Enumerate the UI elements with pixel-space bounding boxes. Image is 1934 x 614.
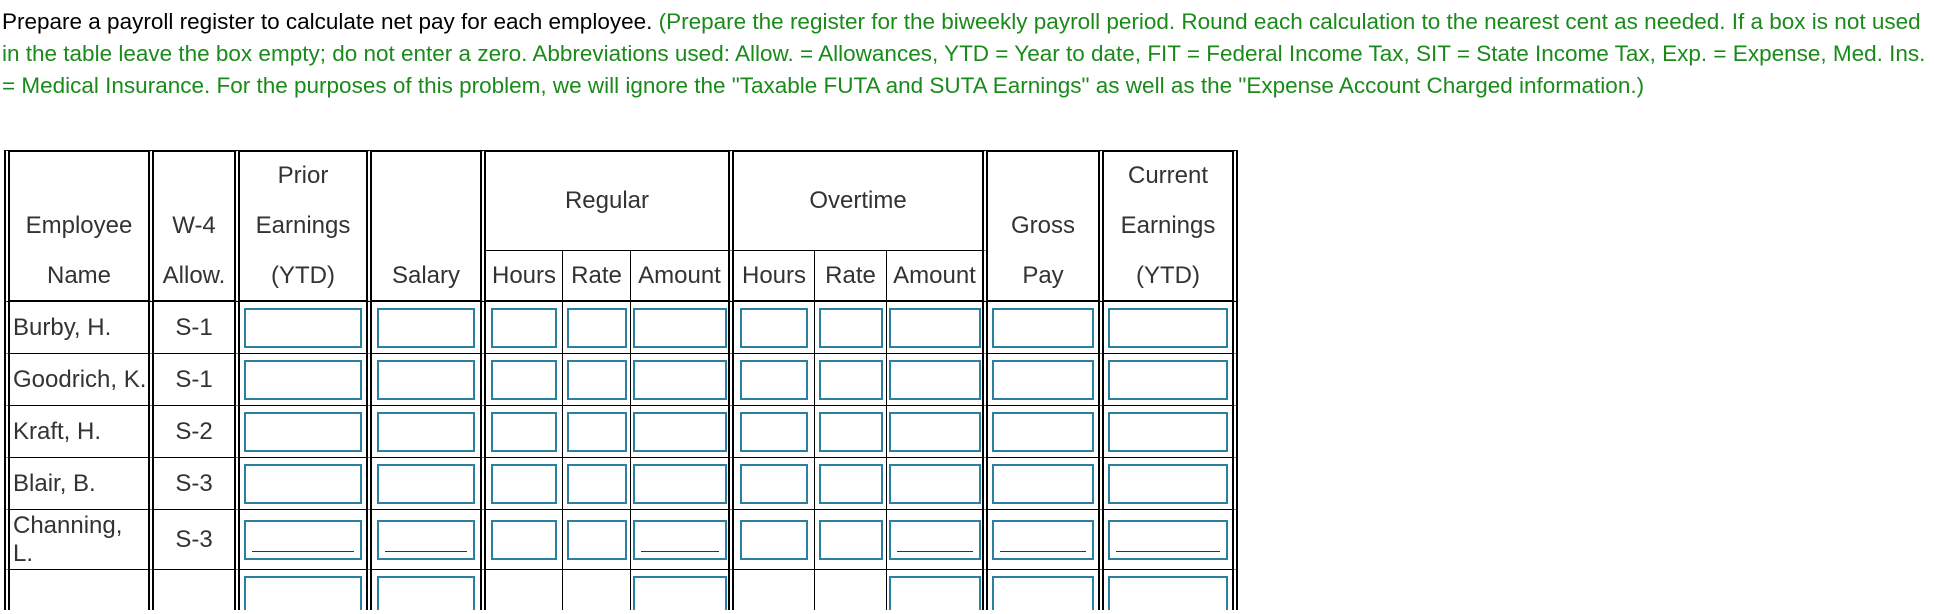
salary-input[interactable] [377, 412, 475, 452]
gross-pay-input[interactable] [992, 464, 1094, 504]
totals-row [4, 570, 1238, 610]
header-gross-1: Gross [988, 200, 1104, 251]
header-employee-top [4, 150, 154, 200]
overtime-amount-input[interactable] [889, 464, 981, 504]
employee-name: Goodrich, K. [4, 354, 154, 406]
header-salary-top [372, 150, 486, 200]
overtime-rate-input[interactable] [819, 412, 883, 452]
header-overtime-amount: Amount [886, 251, 988, 302]
salary-input[interactable] [377, 464, 475, 504]
header-employee-2: Name [4, 251, 154, 302]
employee-name: Blair, B. [4, 458, 154, 510]
header-employee-1: Employee [4, 200, 154, 251]
prior-earnings-input[interactable] [244, 360, 362, 400]
totals-overtime-hours-cell [734, 570, 814, 610]
regular-hours-input[interactable] [491, 412, 557, 452]
header-current-3: (YTD) [1104, 251, 1238, 302]
gross-pay-input[interactable] [992, 308, 1094, 348]
w4-allow: S-1 [154, 302, 240, 354]
current-earnings-input[interactable] [1108, 464, 1228, 504]
header-overtime-hours: Hours [734, 251, 814, 302]
overtime-amount-grand-total-input[interactable] [889, 576, 981, 610]
totals-allow-cell [154, 570, 240, 610]
salary-grand-total-input[interactable] [377, 576, 475, 610]
header-gross-top [988, 150, 1104, 200]
regular-rate-input[interactable] [567, 520, 627, 560]
regular-rate-input[interactable] [567, 412, 627, 452]
table-row [4, 510, 1238, 570]
overtime-amount-input[interactable] [889, 412, 981, 452]
employee-name: Kraft, H. [4, 406, 154, 458]
header-w4-2: Allow. [154, 251, 240, 302]
regular-amount-input[interactable] [633, 412, 727, 452]
employee-name: Channing, L. [4, 510, 154, 570]
regular-rate-input[interactable] [567, 360, 627, 400]
w4-allow: S-3 [154, 458, 240, 510]
w4-allow: S-1 [154, 354, 240, 406]
payroll-register-table [4, 150, 1238, 610]
overtime-hours-input[interactable] [740, 464, 808, 504]
header-overtime: Overtime [734, 150, 988, 251]
instructions-lead: Prepare a payroll register to calculate net pay for each employee. [2, 9, 653, 34]
regular-hours-input[interactable] [491, 464, 557, 504]
overtime-rate-input[interactable] [819, 520, 883, 560]
regular-amount-total-input[interactable] [633, 520, 727, 560]
header-regular-hours: Hours [486, 251, 562, 302]
totals-regular-hours-cell [486, 570, 562, 610]
regular-hours-input[interactable] [491, 308, 557, 348]
header-prior-2: Earnings [240, 200, 372, 251]
w4-allow: S-2 [154, 406, 240, 458]
gross-pay-input[interactable] [992, 360, 1094, 400]
current-earnings-grand-total-input[interactable] [1108, 576, 1228, 610]
current-earnings-total-input[interactable] [1108, 520, 1228, 560]
header-salary-mid [372, 200, 486, 251]
instructions [2, 6, 1927, 102]
prior-earnings-input[interactable] [244, 308, 362, 348]
table-row [4, 354, 1238, 406]
regular-amount-input[interactable] [633, 308, 727, 348]
overtime-amount-total-input[interactable] [889, 520, 981, 560]
overtime-hours-input[interactable] [740, 360, 808, 400]
prior-earnings-total-input[interactable] [244, 520, 362, 560]
header-gross-2: Pay [988, 251, 1104, 302]
header-regular-rate: Rate [562, 251, 630, 302]
salary-total-input[interactable] [377, 520, 475, 560]
prior-earnings-grand-total-input[interactable] [244, 576, 362, 610]
header-overtime-rate: Rate [814, 251, 886, 302]
header-prior-3: (YTD) [240, 251, 372, 302]
overtime-rate-input[interactable] [819, 464, 883, 504]
employee-name: Burby, H. [4, 302, 154, 354]
gross-pay-grand-total-input[interactable] [992, 576, 1094, 610]
salary-input[interactable] [377, 308, 475, 348]
overtime-hours-input[interactable] [740, 520, 808, 560]
totals-overtime-rate-cell [814, 570, 886, 610]
header-regular: Regular [486, 150, 734, 251]
header-prior-1: Prior [240, 150, 372, 200]
overtime-amount-input[interactable] [889, 360, 981, 400]
overtime-amount-input[interactable] [889, 308, 981, 348]
regular-rate-input[interactable] [567, 464, 627, 504]
instructions-hint: (Prepare the register for the biweekly payroll period. Round each calculation to the nearest cent as needed. If a box is not used in the table leave the box empty; do not enter a zero. Abbreviations used: Allow. = Allowances, YTD = Year to date, FIT = Federal Income Tax, SIT = State Income Tax, Exp. = Expense, Med. Ins. = Medical Insurance. For the purposes of this problem, we will ignore the "Taxable FUTA and SUTA Earnings" as well as the "Expense Account Charged information.) [2, 9, 1926, 98]
current-earnings-input[interactable] [1108, 308, 1228, 348]
overtime-hours-input[interactable] [740, 308, 808, 348]
table-row [4, 302, 1238, 354]
w4-allow: S-3 [154, 510, 240, 570]
regular-amount-input[interactable] [633, 360, 727, 400]
overtime-hours-input[interactable] [740, 412, 808, 452]
header-regular-amount: Amount [630, 251, 734, 302]
payroll-register [4, 150, 1238, 610]
overtime-rate-input[interactable] [819, 308, 883, 348]
header-w4-1: W-4 [154, 200, 240, 251]
table-row [4, 458, 1238, 510]
header-current-2: Earnings [1104, 200, 1238, 251]
table-row [4, 406, 1238, 458]
header-current-1: Current [1104, 150, 1238, 200]
prior-earnings-input[interactable] [244, 412, 362, 452]
regular-amount-grand-total-input[interactable] [633, 576, 727, 610]
salary-input[interactable] [377, 360, 475, 400]
gross-pay-total-input[interactable] [992, 520, 1094, 560]
current-earnings-input[interactable] [1108, 412, 1228, 452]
regular-amount-input[interactable] [633, 464, 727, 504]
regular-rate-input[interactable] [567, 308, 627, 348]
totals-name-cell [4, 570, 154, 610]
current-earnings-input[interactable] [1108, 360, 1228, 400]
regular-hours-input[interactable] [491, 360, 557, 400]
prior-earnings-input[interactable] [244, 464, 362, 504]
regular-hours-input[interactable] [491, 520, 557, 560]
header-salary: Salary [372, 251, 486, 302]
overtime-rate-input[interactable] [819, 360, 883, 400]
totals-regular-rate-cell [562, 570, 630, 610]
gross-pay-input[interactable] [992, 412, 1094, 452]
header-w4-top [154, 150, 240, 200]
